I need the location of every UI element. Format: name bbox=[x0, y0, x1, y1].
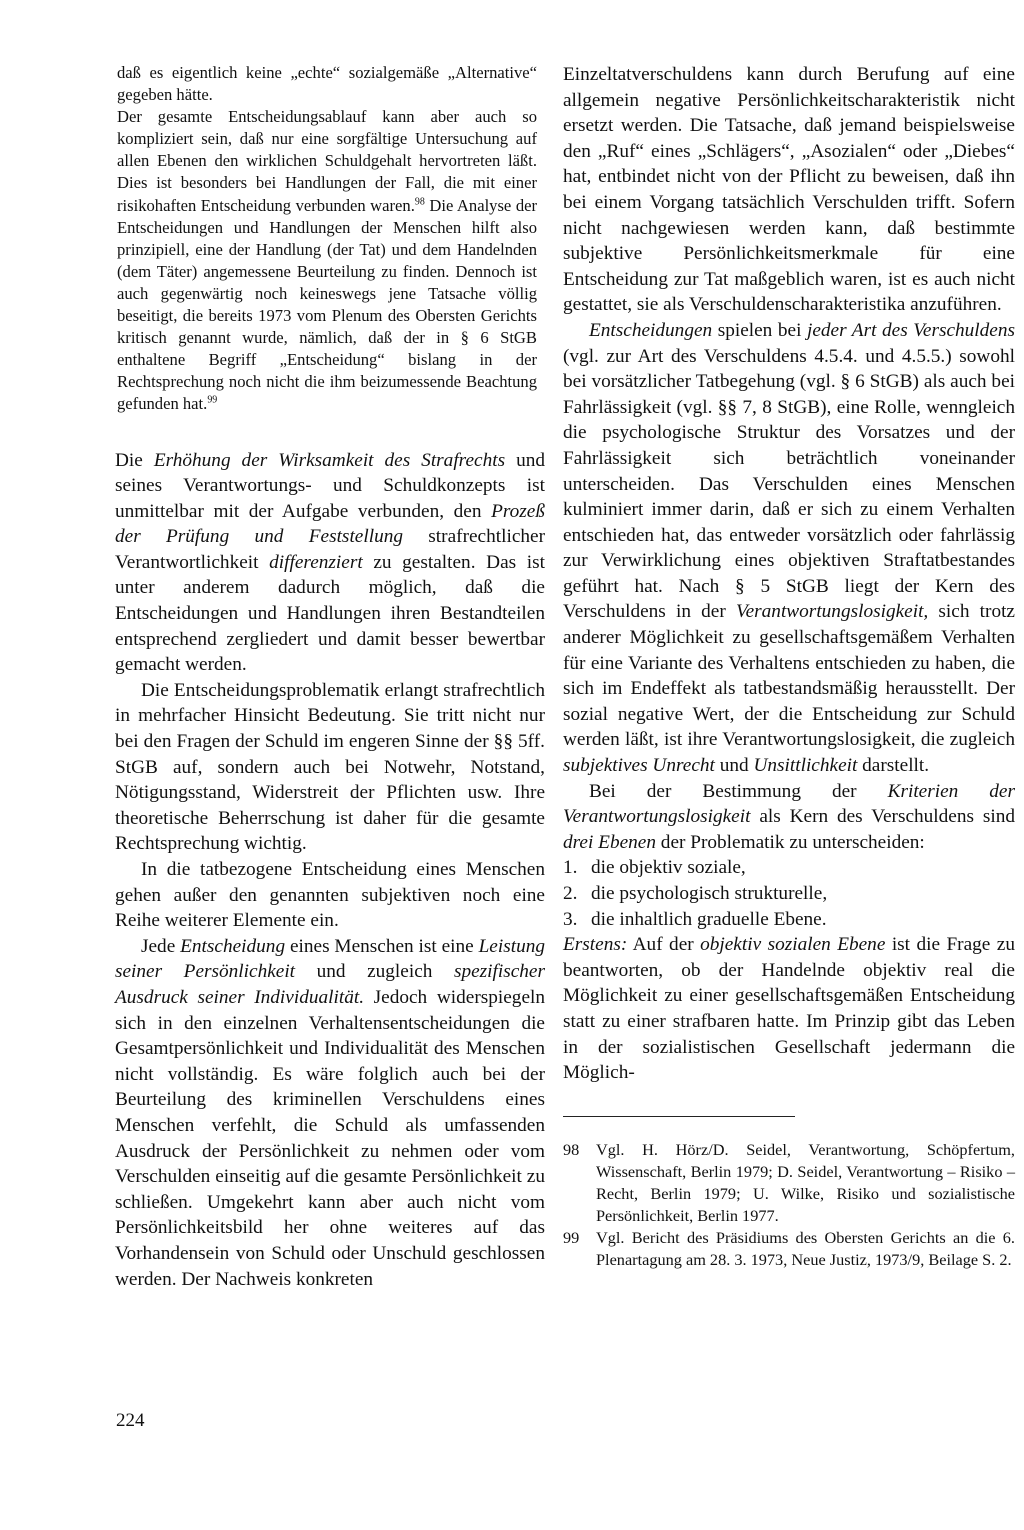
text: Die bbox=[115, 449, 154, 471]
right-body-text bbox=[563, 62, 1015, 1086]
emphasis: Erstens: bbox=[563, 934, 628, 956]
left-body-text bbox=[115, 448, 545, 1293]
emphasis: Leistung seiner Persönlichkeit bbox=[115, 935, 545, 983]
list-text: die inhaltlich graduelle Ebene. bbox=[591, 908, 827, 930]
footnote-number: 99 bbox=[563, 1227, 580, 1247]
paragraph-8 bbox=[563, 932, 1015, 1086]
quote-line bbox=[117, 62, 537, 106]
text: zu gestalten. Das ist unter anderem dadurch möglich, daß die Entscheidungen und Handlungen ihren Bestandteilen entsprechend zergliedert und damit besser bewertbar gemacht werden. bbox=[115, 551, 545, 676]
footnote-text: Vgl. Bericht des Präsidiums des Obersten Gerichts an die 6. Plenartagung am 28. 3. 1973, Neue Justiz, 1973/9, Beilage S. 2. bbox=[596, 1227, 1015, 1269]
emphasis: jeder Art des Verschuldens bbox=[806, 319, 1015, 341]
text: und zugleich bbox=[295, 961, 454, 983]
left-column bbox=[115, 62, 545, 1292]
text: darstellt. bbox=[857, 755, 930, 777]
text: Bei der Bestimmung der bbox=[589, 780, 888, 802]
text: Jedoch widerspiegeln sich in den einzelnen Verhaltensentscheidungen die Gesamtpersönlichkeit und Individualität des Menschen nicht vollständig. Es wäre folglich auch bei der Beurteilung des kriminellen Verschuldens eines Menschen verfehlt, die Schuld als umfassenden Ausdruck der Persönlichkeit zu nehmen oder vom Verschulden einseitig auf die gesamte Persönlichkeit zu schließen. Umgekehrt kann aber auch nicht vom Persönlichkeitsbild her ohne weiteres auf das Vorhandensein von Schuld oder Unschuld geschlossen werden. Der Nachweis konkreten bbox=[115, 986, 545, 1290]
text: und bbox=[714, 755, 754, 777]
text: ist die Frage zu beantworten, ob der Handelnde objektiv real die Möglichkeit zu einer gesellschaftsgemäßen Entscheidung statt zu einer strafbaren hatte. Im Prinzip gibt das Leben in der sozialistischen Gesellschaft jedermann die Möglich- bbox=[563, 934, 1015, 1084]
footnote-ref-98[interactable]: 98 bbox=[414, 196, 425, 208]
emphasis: drei Ebenen bbox=[563, 831, 656, 853]
text: der Problematik zu unterscheiden: bbox=[655, 831, 925, 853]
paragraph-7 bbox=[563, 779, 1015, 856]
text: spielen bei bbox=[712, 319, 807, 341]
footnote-ref-99[interactable]: 99 bbox=[207, 394, 218, 406]
footnote-text: Vgl. H. Hörz/D. Seidel, Verantwortung, Schöpfertum, Wissenschaft, Berlin 1979; D. Seidel, Verantwortung – Risiko – Recht, Berlin 1979; U. Wilke, Risiko und sozialistische Persönlichkeit, Berlin 1977. bbox=[596, 1139, 1015, 1225]
text: und seines Verantwortungs- und Schuldkonzepts ist unmittelbar mit der Aufgabe verbunden, den bbox=[115, 449, 545, 522]
text: als Kern des Verschuldens sind bbox=[750, 806, 1015, 828]
emphasis: Kriterien der Verantwortungslosigkeit bbox=[563, 780, 1015, 828]
emphasis: Unsittlichkeit bbox=[753, 755, 858, 777]
list-number: 3. bbox=[563, 908, 578, 930]
right-column bbox=[563, 62, 1015, 1271]
paragraph-5: Einzeltatverschuldens kann durch Berufung auf eine allgemein negative Persönlichkeitscharakteristik nicht ersetzt werden. Die Tatsache, daß jemand beispielsweise den „Ruf“ eines „Schlägers“, „Asozialen“ oder „Diebes“ hat, entbindet nicht von der Pflicht zu beweisen, daß ihn bei einem Vorgang tatsächlich Verschulden trifft. Sofern nicht nachgewiesen werden kann, daß bestimmte subjektive Persönlichkeitsmerkmale für eine Entscheidung zur Tat maßgeblich waren, ist es auch nicht gestattet, sie als Verschuldenscharakteristika anzuführen. bbox=[563, 64, 1015, 316]
footnote-98 bbox=[563, 1139, 1015, 1227]
list-number: 2. bbox=[563, 883, 578, 904]
list-item bbox=[563, 855, 1015, 881]
footnotes bbox=[563, 1139, 1015, 1271]
paragraph-1 bbox=[115, 448, 545, 678]
paragraph-4 bbox=[115, 934, 545, 1292]
text: Jede bbox=[141, 935, 181, 957]
text: eines Menschen ist eine bbox=[285, 935, 479, 957]
text: (vgl. zur Art des Verschuldens 4.5.4. und 4.5.5.) sowohl bei vorsätzlicher Tatbegehung (vgl. § 6 StGB) als auch bei Fahrlässigkeit (vgl. §§ 7, 8 StGB), eine Rolle, wenngleich die psychologische Struktur des Vorsatzes und der Fahrlässigkeit sich beträchtlich voneinander unterscheiden. Das Verschulden eines Menschen kulminiert immer darin, daß er sich zu einem Verhalten entschieden hat, das entweder vorsätzlich oder fahrlässig zur Verwirklichung eines objektiven Straftatbestandes geführt hat. Nach § 5 StGB liegt der Kern des Verschuldens in der bbox=[563, 345, 1015, 623]
footnote-number: 98 bbox=[563, 1139, 580, 1159]
emphasis: objektiv sozialen Ebene bbox=[700, 934, 886, 956]
emphasis: subjektives Unrecht bbox=[563, 755, 715, 777]
list-number: 1. bbox=[563, 857, 578, 879]
list-item bbox=[563, 907, 1015, 933]
numbered-list bbox=[563, 855, 1015, 932]
block-quote bbox=[117, 62, 537, 416]
footnote-99 bbox=[563, 1227, 1015, 1271]
quote-text-2: Der gesamte Entscheidungsablauf kann aber auch so kompliziert sein, daß nur eine sorgfältige Untersuchung auf allen Ebenen den wirklichen Schuldgehalt hervortreten läßt. Dies ist besonders bei Handlungen der Fall, die mit einer risikohaften Entscheidung verbunden waren. bbox=[117, 107, 537, 215]
emphasis: Prozeß der Prüfung und Feststellung bbox=[115, 500, 545, 548]
page-number: 224 bbox=[116, 1410, 145, 1431]
paragraph-6 bbox=[563, 318, 1015, 779]
quote-text-3: Die Analyse der Entscheidungen und Handlungen der Menschen hilft also prinzipiell, eine der Handlung (der Tat) und dem Handelnden (dem Täter) angemessene Beurteilung zu finden. Dennoch ist auch gegenwärtig noch keineswegs jene Tatsache völlig beseitigt, die bereits 1973 vom Plenum des Obersten Gerichts kritisch genannt wurde, nämlich, daß der in § 6 StGB enthaltene Begriff „Entscheidung“ bislang in der Rechtsprechung noch nicht die ihm beizumessende Beachtung gefunden hat. bbox=[117, 195, 538, 414]
footnote-divider bbox=[563, 1116, 795, 1117]
text: sich trotz anderer Möglichkeit zu gesellschaftsgemäßem Verhalten für eine Variante des Verhaltens entschieden zu haben, die sich im Endeffekt als tatbestandsmäßig herausstellt. Der sozial negative Wert, der die Entscheidung zur Schuld werden läßt, ist ihre Verantwortungslosigkeit, die zugleich bbox=[563, 601, 1015, 751]
emphasis: differenziert bbox=[269, 551, 363, 573]
quote-text: daß es eigentlich keine „echte“ sozialgemäße „Alternative“ gegeben hätte. bbox=[117, 63, 537, 105]
list-text: die psychologisch strukturelle, bbox=[591, 883, 828, 904]
list-text: die objektiv soziale, bbox=[591, 857, 746, 879]
emphasis: Entscheidung bbox=[180, 935, 286, 957]
emphasis: Verantwortungslosigkeit, bbox=[735, 601, 929, 623]
emphasis: Entscheidungen bbox=[589, 319, 713, 341]
emphasis: Erhöhung der Wirksamkeit des Strafrechts bbox=[153, 449, 506, 471]
paragraph-3: In die tatbezogene Entscheidung eines Menschen gehen außer den genannten subjektiven noch eine Reihe weiterer Elemente ein. bbox=[115, 859, 545, 932]
paragraph-2: Die Entscheidungsproblematik erlangt strafrechtlich in mehrfacher Hinsicht Bedeutung. Sie tritt nicht nur bei den Fragen der Schuld im engeren Sinne der §§ 5ff. StGB auf, sondern auch bei Notwehr, Notstand, Nötigungsstand, Widerstreit der Pflichten usw. Ihre theoretische Beherrschung ist daher für die gesamte Rechtsprechung wichtig. bbox=[115, 679, 545, 855]
emphasis: spezifischer Ausdruck seiner Individualität. bbox=[115, 961, 545, 1008]
text: Auf der bbox=[627, 934, 701, 956]
quote-paragraph bbox=[117, 106, 537, 415]
list-item bbox=[563, 881, 1015, 907]
text: strafrechtlicher Verantwortlichkeit bbox=[115, 526, 545, 573]
